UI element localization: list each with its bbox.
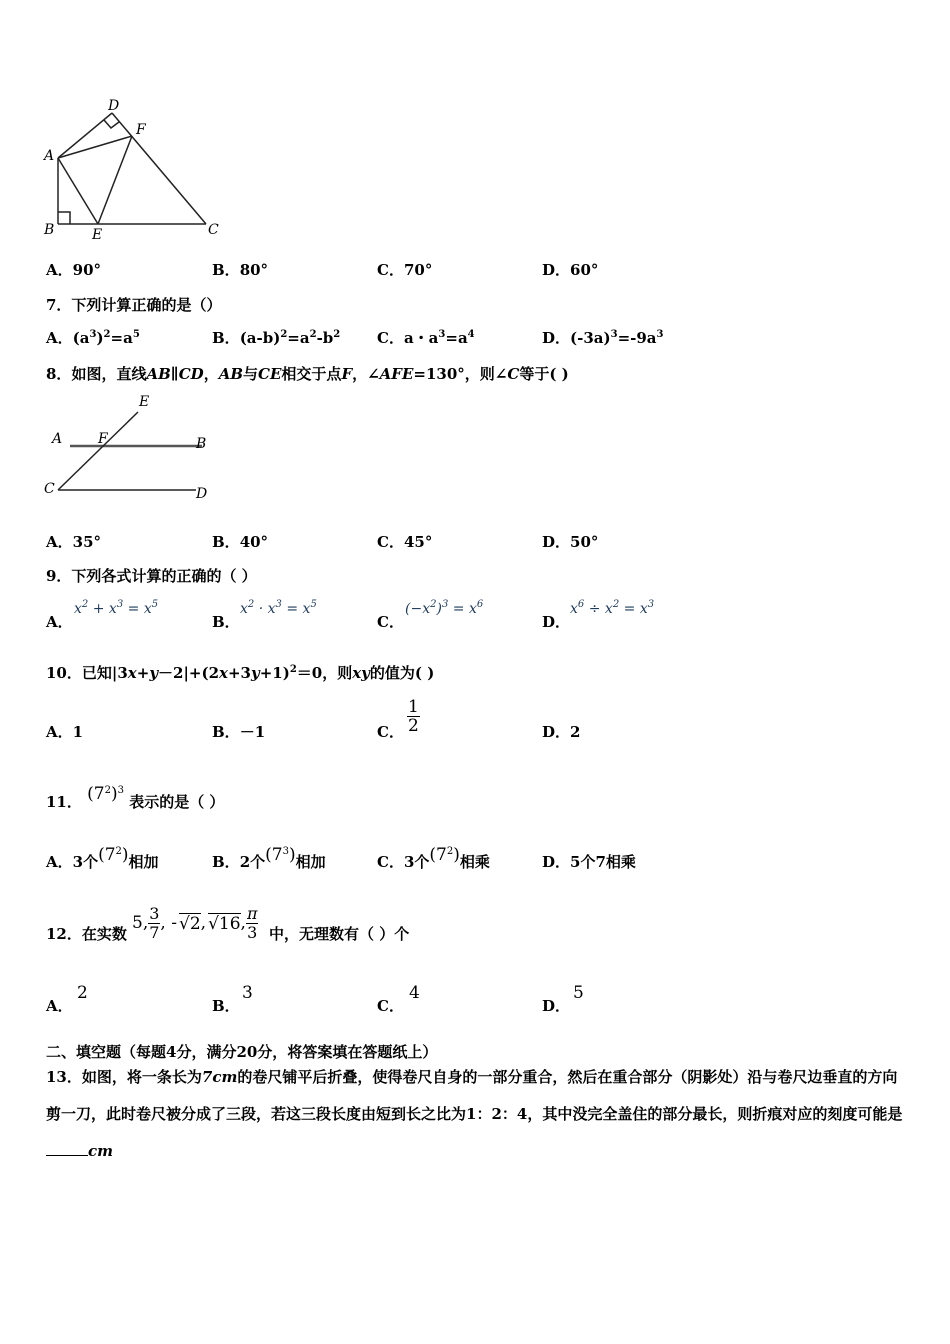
q8-option-c: C．45°	[377, 533, 433, 551]
q7-option-a: A．$(a^3)^2=a^5$	[46, 329, 140, 347]
q7-option-c: C．a・$a^3=a^4$	[377, 329, 475, 347]
label-a: A	[52, 431, 63, 447]
q12-label-c: C．	[377, 997, 404, 1015]
q10-option-b: B．－1	[212, 723, 266, 741]
segment-ef	[98, 136, 132, 224]
q9-option-d-expr: $x^6 \div x^2 = x^3$	[570, 599, 655, 617]
q10-option-c-fraction: $\frac{1}{2}$	[408, 697, 419, 736]
q6-option-d: D．60°	[542, 261, 599, 279]
right-angle-b	[58, 212, 70, 224]
label-d: D	[108, 98, 120, 114]
q8-option-a: A．35°	[46, 533, 102, 551]
q10-option-d: D．2	[542, 723, 581, 741]
line-ce	[58, 412, 138, 490]
q9-stem: 9．下列各式计算的正确的（ ）	[46, 567, 257, 585]
q9-option-a-expr: $x^2 + x^3 = x^5$	[74, 599, 159, 617]
q10-label-c: C．	[377, 723, 404, 741]
section-2-heading: 二、填空题（每题4分，满分20分，将答案填在答题纸上）	[46, 1043, 438, 1061]
label-c: C	[44, 481, 55, 497]
q10-stem: 10．已知$|3x+y-2|+(2x+3y+1)^2=0$，则xy的值为( )	[46, 664, 435, 682]
q10-option-a: A．1	[46, 723, 84, 741]
segment-ae	[58, 158, 98, 224]
label-c: C	[208, 222, 219, 238]
q13-paragraph: 13．如图，将一条长为7cm的卷尺铺平后折叠，使得卷尺自身的一部分重合，然后在重合部分（阴影处）沿与卷尺边垂直的方向剪一刀，此时卷尺被分成了三段，若这三段长度由短到长之比为1：2：4，其中没完全盖住的部分最长，则折痕对应的刻度可能是cm	[46, 1068, 903, 1160]
q11-option-c: C．3个$(7^2)$相乘	[377, 845, 490, 871]
q8-option-b: B．40°	[212, 533, 269, 551]
label-f: F	[98, 431, 108, 447]
q9-label-a: A．	[46, 613, 73, 631]
q8-figure	[40, 390, 220, 510]
right-angle-d	[104, 120, 119, 128]
q9-label-d: D．	[542, 613, 571, 631]
q9-option-c-expr: $(-x^2)^3 = x^6$	[405, 599, 484, 617]
label-e: E	[139, 394, 150, 410]
q12-option-d-value: 5	[573, 983, 584, 1003]
q12-label-a: A．	[46, 997, 73, 1015]
q7-stem: 7．下列计算正确的是（）	[46, 296, 222, 314]
q12-option-c-value: 4	[409, 983, 420, 1003]
q7-option-b: B．$(a-b)^2=a^2-b^2$	[212, 329, 341, 347]
answer-blank[interactable]	[46, 1141, 88, 1156]
q11-option-b: B．2个$(7^3)$相加	[212, 845, 326, 871]
q12-label-d: D．	[542, 997, 571, 1015]
q12-label-b: B．	[212, 997, 240, 1015]
q12-option-a-value: 2	[77, 983, 88, 1003]
q7-option-d: D．$(-3a)^3=-9a^3$	[542, 329, 664, 347]
q6-option-a: A．90°	[46, 261, 102, 279]
segment-dc	[112, 113, 206, 224]
q8-stem: 8．如图，直线AB∥CD，AB与CE相交于点F，∠AFE=130°，则∠C等于( )	[46, 365, 569, 383]
q11-stem: 11． $(7^2)^3$ 表示的是（ ）	[46, 784, 225, 811]
q6-figure	[40, 96, 230, 244]
label-b: B	[196, 436, 207, 452]
q12-stem-pre: 12．在实数	[46, 925, 127, 943]
segment-af	[58, 136, 132, 158]
label-f: F	[136, 122, 146, 138]
label-b: B	[44, 222, 55, 238]
q6-option-b: B．80°	[212, 261, 269, 279]
label-d: D	[196, 486, 208, 502]
q8-option-d: D．50°	[542, 533, 599, 551]
label-e: E	[92, 227, 103, 243]
label-a: A	[44, 148, 55, 164]
q11-option-d: D．5个7相乘	[542, 853, 636, 871]
q12-stem-post: 中，无理数有（ ）个	[269, 925, 410, 943]
q11-option-a: A．3个$(7^2)$相加	[46, 845, 159, 871]
q9-label-c: C．	[377, 613, 404, 631]
q12-numbers: 5, $\frac{3}{7}$ , - √2 , √16 , $\frac{\pi}{3}$	[132, 903, 258, 942]
q12-option-b-value: 3	[242, 983, 253, 1003]
q9-label-b: B．	[212, 613, 240, 631]
q6-option-c: C．70°	[377, 261, 433, 279]
segment-ad	[58, 113, 112, 158]
q9-option-b-expr: $x^2 \cdot x^3 = x^5$	[240, 599, 317, 617]
